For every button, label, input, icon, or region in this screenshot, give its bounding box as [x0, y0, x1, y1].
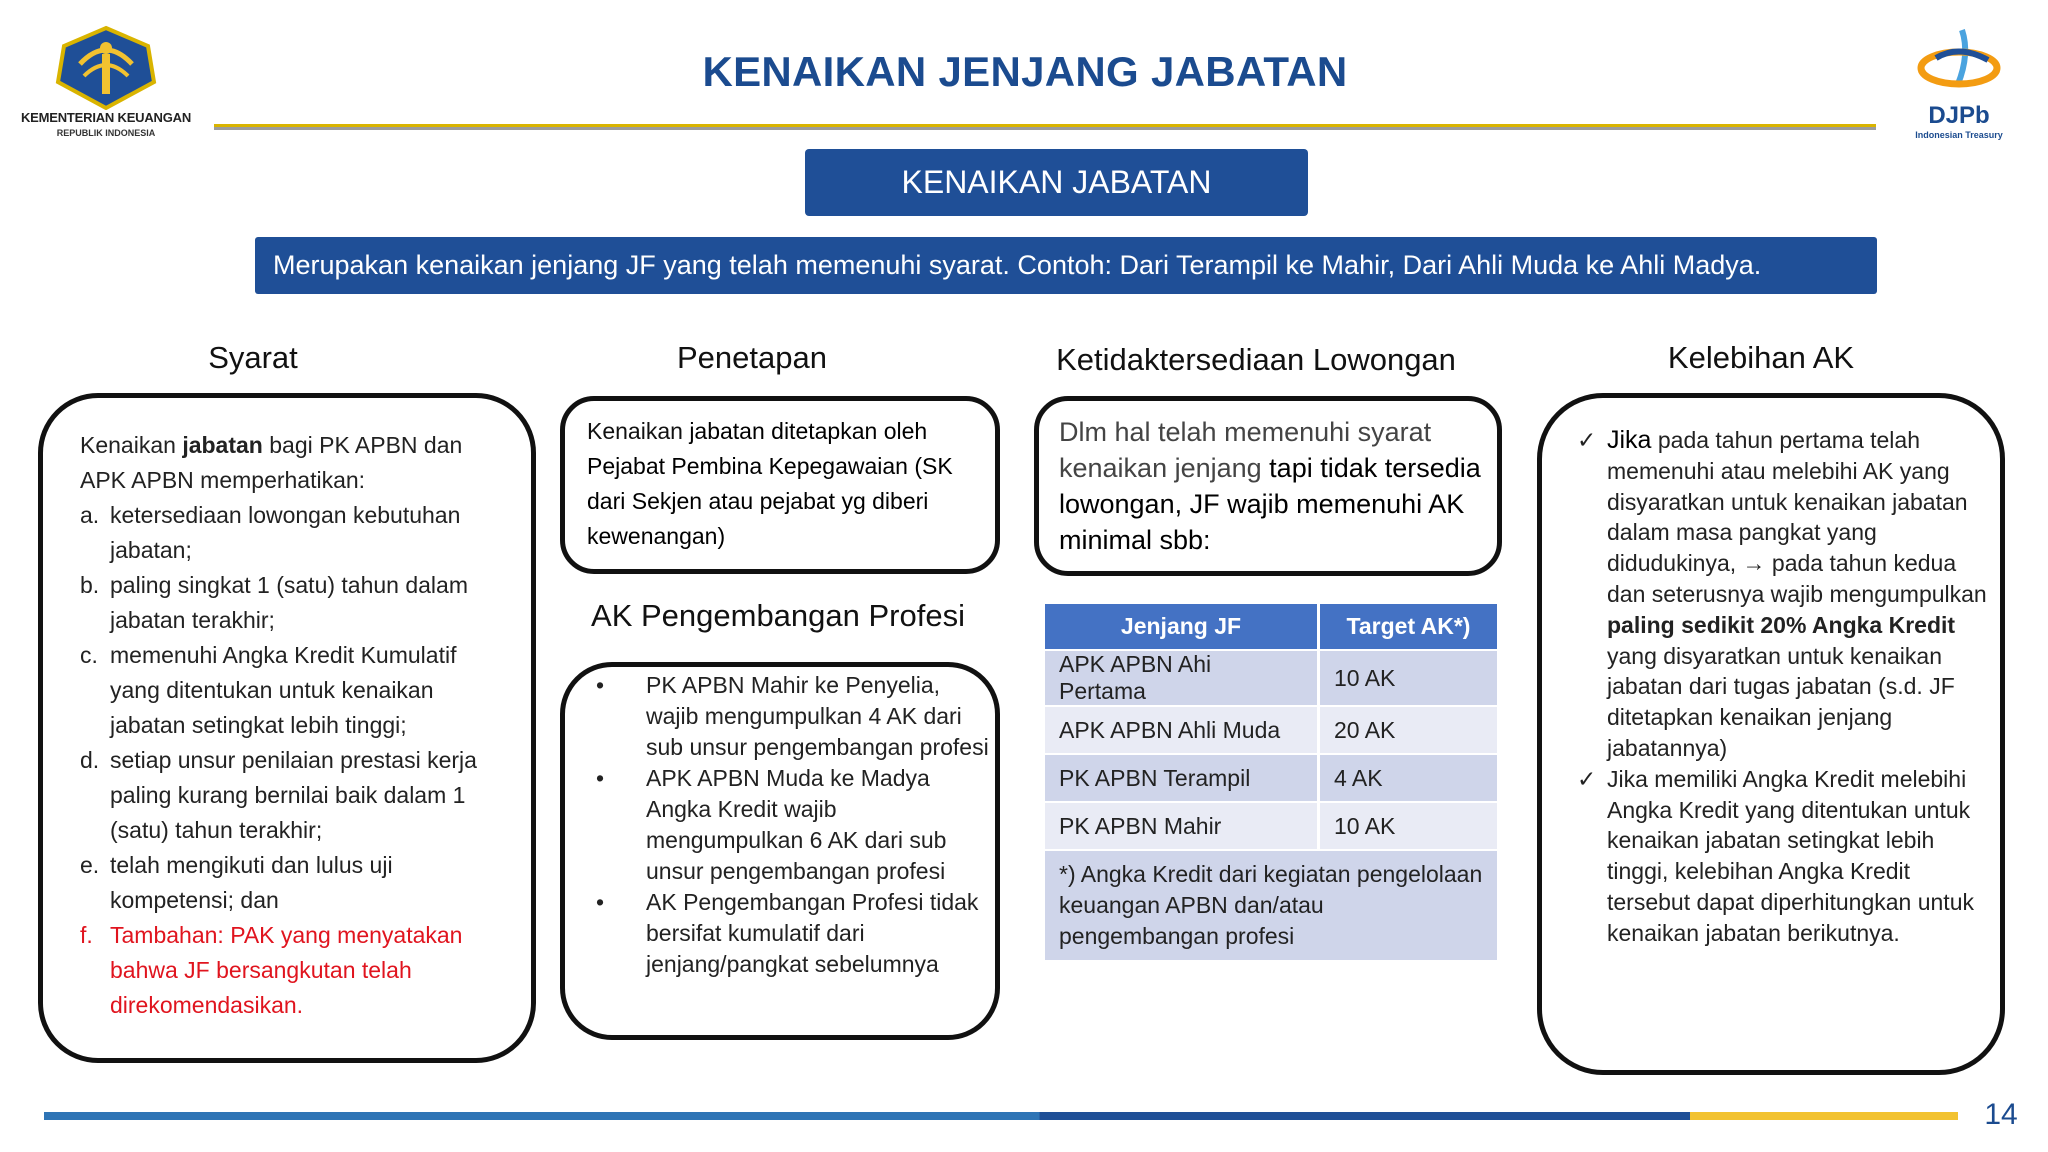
title-divider — [214, 124, 1876, 130]
check-icon: ✓ — [1577, 765, 1597, 792]
table-cell: APK APBN Ahli Muda — [1045, 705, 1317, 753]
djpb-logo — [1896, 24, 2022, 144]
table-note-row — [1045, 849, 1497, 960]
org-name: KEMENTERIAN KEUANGAN — [20, 110, 192, 125]
page-number: 14 — [1984, 1098, 2018, 1131]
kelebihan-heading: Kelebihan AK — [1667, 340, 1855, 375]
syarat-list — [80, 498, 510, 1023]
table-cell: 10 AK — [1317, 649, 1497, 705]
table-row — [1045, 753, 1497, 801]
djpb-name: DJPb — [1928, 102, 1990, 129]
djpb-tagline: Indonesian Treasury — [1915, 130, 2003, 140]
list-item: • AK Pengembangan Profesi tidak bersifat kumulatif dari jenjang/pangkat sebelumnya — [596, 889, 979, 977]
arrow-right-icon: → — [1742, 550, 1766, 577]
penetapan-content: Kenaikan jabatan ditetapkan oleh Pejabat Pembina Kepegawaian (SK dari Sekjen atau pejabat yg diberi kewenangan) — [587, 418, 953, 549]
ak-profesi-list — [592, 670, 992, 980]
ak-profesi-heading: AK Pengembangan Profesi — [591, 598, 965, 633]
table-header-row — [1045, 604, 1497, 649]
penetapan-heading: Penetapan — [677, 340, 827, 375]
table-header-jenjang: Jenjang JF — [1045, 604, 1317, 649]
target-ak-table — [1045, 604, 1497, 960]
kelebihan-content — [1577, 425, 1987, 949]
table-row — [1045, 801, 1497, 849]
kemenkeu-emblem-icon — [18, 24, 194, 110]
list-item: e. telah mengikuti dan lulus uji kompetensi; dan — [80, 852, 393, 913]
djpb-emblem-icon — [1896, 24, 2022, 104]
table-row — [1045, 649, 1497, 705]
org-subtitle: REPUBLIK INDONESIA — [56, 128, 156, 138]
list-item: d. setiap unsur penilaian prestasi kerja paling kurang bernilai baik dalam 1 (satu) tahun terakhir; — [80, 747, 477, 843]
table-cell: PK APBN Mahir — [1045, 801, 1317, 849]
table-cell: PK APBN Terampil — [1045, 753, 1317, 801]
list-item: ✓ Jika pada tahun pertama telah memenuhi atau melebihi AK yang disyaratkan untuk kenaikan jabatan dalam masa pangkat yang didudukinya, → pada tahun kedua dan seterusnya wajib mengumpulkan paling sedikit 20% Angka Kredit yang disyaratkan untuk kenaikan jabatan dari tugas jabatan (s.d. JF ditetapkan kenaikan jenjang jabatannya) — [1577, 426, 1987, 761]
lowongan-content: Dlm hal telah memenuhi syarat kenaikan jenjang tapi tidak tersedia lowongan, JF wajib memenuhi AK minimal sbb: — [1059, 417, 1481, 555]
list-item: • PK APBN Mahir ke Penyelia, wajib mengumpulkan 4 AK dari sub unsur pengembangan profesi — [596, 672, 989, 760]
list-item: b. paling singkat 1 (satu) tahun dalam jabatan terakhir; — [80, 572, 468, 633]
list-item: ✓ Jika memiliki Angka Kredit melebihi Angka Kredit yang ditentukan untuk kenaikan jabatan setingkat lebih tinggi, kelebihan Angka Kredit tersebut dapat diperhitungkan untuk kenaikan jabatan berikutnya. — [1577, 765, 1974, 946]
list-item: c. memenuhi Angka Kredit Kumulatif yang ditentukan untuk kenaikan jabatan setingkat lebih tinggi; — [80, 642, 457, 738]
ak-profesi-content — [592, 670, 992, 980]
syarat-heading: Syarat — [208, 340, 298, 375]
syarat-content — [80, 428, 510, 1023]
table-header-target: Target AK*) — [1317, 604, 1497, 649]
definition-banner: Merupakan kenaikan jenjang JF yang telah memenuhi syarat. Contoh: Dari Terampil ke Mahir, Dari Ahli Muda ke Ahli Madya. — [255, 237, 1877, 294]
footer-bar — [44, 1112, 1958, 1120]
list-item: a. ketersediaan lowongan kebutuhan jabatan; — [80, 502, 461, 563]
table-cell: 4 AK — [1317, 753, 1497, 801]
lowongan-heading: Ketidaktersediaan Lowongan — [1056, 342, 1456, 377]
list-item: • APK APBN Muda ke Madya Angka Kredit wajib mengumpulkan 6 AK dari sub unsur pengembangan profesi — [596, 765, 947, 884]
section-title-banner: KENAIKAN JABATAN — [805, 149, 1308, 216]
list-item-additional: f. Tambahan: PAK yang menyatakan bahwa JF bersangkutan telah direkomendasikan. — [80, 922, 463, 1018]
table-cell: 10 AK — [1317, 801, 1497, 849]
table-row — [1045, 705, 1497, 753]
check-icon: ✓ — [1577, 427, 1597, 453]
table-note: *) Angka Kredit dari kegiatan pengelolaan keuangan APBN dan/atau pengembangan profesi — [1045, 849, 1497, 960]
table-cell: APK APBN Ahi Pertama — [1045, 649, 1317, 705]
syarat-intro: Kenaikan jabatan bagi PK APBN dan APK APBN memperhatikan: — [80, 432, 463, 493]
kemenkeu-logo — [18, 24, 194, 144]
page-title: KENAIKAN JENJANG JABATAN — [702, 48, 1348, 95]
table-cell: 20 AK — [1317, 705, 1497, 753]
